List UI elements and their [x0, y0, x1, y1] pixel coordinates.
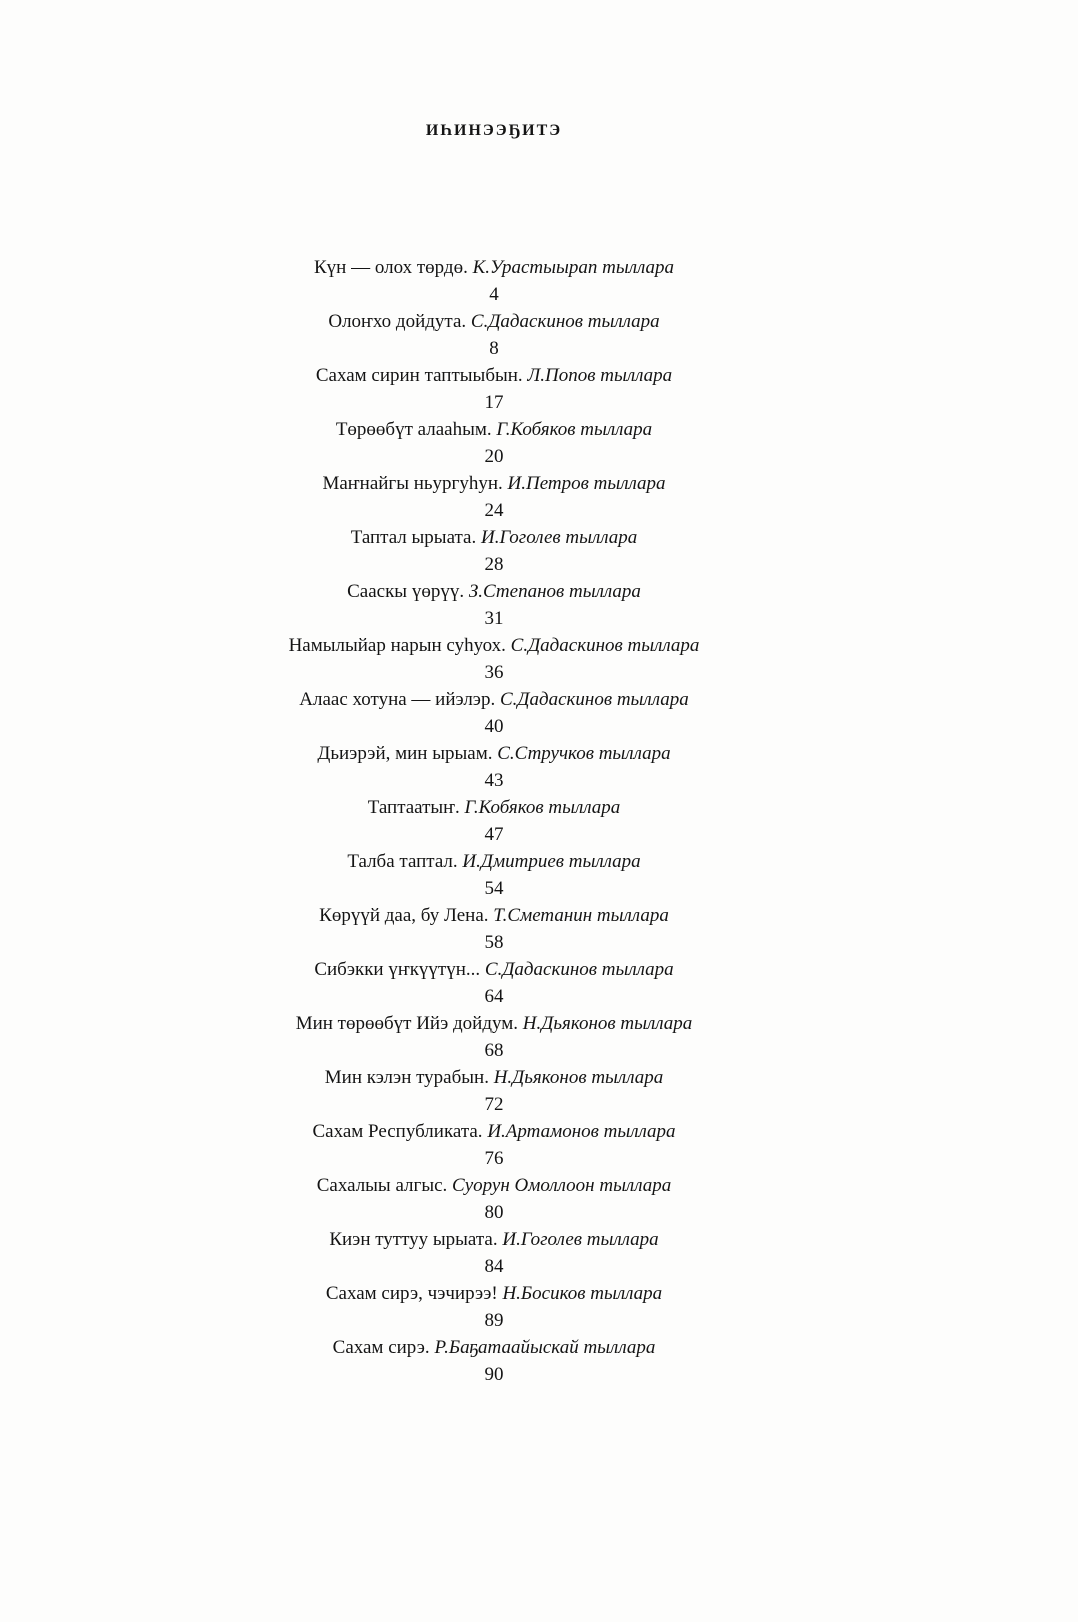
toc-entry-page-number: 40	[484, 716, 504, 737]
toc-entry-author: З.Степанов тыллара	[468, 581, 641, 602]
toc-entry-title: Маҥнайгы ньургуһун.	[322, 473, 503, 494]
toc-entry-author: С.Дадаскинов тыллара	[484, 959, 674, 980]
toc-entry-author: И.Дмитриев тыллара	[462, 851, 641, 872]
toc-entry-heading	[194, 1281, 794, 1307]
toc-entry-title: Сахам Республиката.	[312, 1121, 483, 1142]
toc-entry-author: Н.Дьяконов тыллара	[493, 1067, 664, 1088]
toc-entry-heading	[194, 687, 794, 713]
toc-entry-heading	[194, 957, 794, 983]
toc-entry-heading	[194, 417, 794, 443]
toc-entry-heading	[194, 309, 794, 335]
toc-entry-page-number: 31	[484, 608, 504, 629]
toc-entry	[194, 471, 794, 525]
toc-entry-heading	[194, 741, 794, 767]
toc-entry-title: Киэн туттуу ырыата.	[329, 1229, 498, 1250]
toc-entry	[194, 687, 794, 741]
toc-entry	[194, 1173, 794, 1227]
toc-entry-author: К.Урастыырап тыллара	[472, 257, 674, 278]
toc-entry-author: С.Дадаскинов тыллара	[499, 689, 689, 710]
toc-entry	[194, 849, 794, 903]
toc-entry-author: С.Дадаскинов тыллара	[470, 311, 660, 332]
toc-entry-author: И.Гоголев тыллара	[480, 527, 638, 548]
toc-entry-author: Н.Дьяконов тыллара	[522, 1013, 693, 1034]
toc-entry-title: Таптаатыҥ.	[367, 797, 460, 818]
toc-entry-heading	[194, 255, 794, 281]
toc-entry-page-number: 58	[484, 932, 504, 953]
toc-entry-heading	[194, 1119, 794, 1145]
toc-entry-title: Талба таптал.	[347, 851, 458, 872]
toc-entry-title: Мин төрөөбүт Ийэ дойдум.	[295, 1013, 519, 1034]
toc-entry	[194, 1227, 794, 1281]
toc-entry	[194, 255, 794, 309]
toc-entry-title: Сааскы үөрүү.	[347, 581, 465, 602]
toc-entry-author: Л.Попов тыллара	[527, 365, 673, 386]
toc-entry-title: Таптал ырыата.	[350, 527, 477, 548]
toc-entry-author: Суорун Омоллоон тыллара	[452, 1175, 672, 1196]
toc-entry-title: Алаас хотуна — ийэлэр.	[299, 689, 496, 710]
toc-entry-author: С.Стручков тыллара	[497, 743, 671, 764]
toc-entry-heading	[194, 1173, 794, 1199]
toc-entry-title: Сибэкки үҥкүүтүн...	[314, 959, 481, 980]
toc-entry-title: Төрөөбүт алааһым.	[335, 419, 492, 440]
toc-entry-page-number: 54	[484, 878, 504, 899]
toc-entry	[194, 525, 794, 579]
toc-entry-page-number: 90	[484, 1364, 504, 1385]
toc-entry	[194, 1281, 794, 1335]
toc-entry-author: Р.Баҕатаайыскай тыллара	[434, 1337, 656, 1358]
toc-entry-page-number: 43	[484, 770, 504, 791]
toc-entry-author: Г.Кобяков тыллара	[496, 419, 653, 440]
toc-entry-heading	[194, 363, 794, 389]
toc-entry	[194, 633, 794, 687]
toc-entry-page-number: 72	[484, 1094, 504, 1115]
toc-entry-title: Дьиэрэй, мин ырыам.	[317, 743, 493, 764]
toc-entry-heading	[194, 579, 794, 605]
toc-entry-title: Намылыйар нарын суһуох.	[288, 635, 506, 656]
toc-entry-title: Күн — олох төрдө.	[314, 257, 468, 278]
toc-entry-author: С.Дадаскинов тыллара	[510, 635, 700, 656]
toc-entry-author: И.Петров тыллара	[507, 473, 666, 494]
toc-entry	[194, 309, 794, 363]
toc-entry-page-number: 17	[484, 392, 504, 413]
page-title: ИҺИНЭЭҔИТЭ	[425, 122, 563, 139]
toc-entry-page-number: 64	[484, 986, 504, 1007]
toc-entry-heading	[194, 795, 794, 821]
toc-entry-title: Сахам сирэ.	[332, 1337, 430, 1358]
toc-entry-heading	[194, 525, 794, 551]
toc-entry	[194, 741, 794, 795]
toc-entry-page-number: 28	[484, 554, 504, 575]
toc-entry-author: Т.Сметанин тыллара	[493, 905, 669, 926]
toc-entry	[194, 957, 794, 1011]
toc-entry-title: Мин кэлэн турабын.	[324, 1067, 489, 1088]
toc-entry	[194, 903, 794, 957]
toc-entry	[194, 579, 794, 633]
toc-entry-page-number: 80	[484, 1202, 504, 1223]
toc-entry	[194, 795, 794, 849]
toc-entry-author: Н.Босиков тыллара	[502, 1283, 663, 1304]
toc-entry-page-number: 8	[489, 338, 499, 359]
toc-entry-heading	[194, 1335, 794, 1361]
toc-entry-author: И.Артамонов тыллара	[487, 1121, 676, 1142]
toc-entry-title: Сахам сирин таптыыбын.	[315, 365, 523, 386]
toc-entry-heading	[194, 471, 794, 497]
toc-entry-heading	[194, 1227, 794, 1253]
toc-entry	[194, 1011, 794, 1065]
toc-entry-page-number: 47	[484, 824, 504, 845]
toc-entry-title: Көрүүй даа, бу Лена.	[319, 905, 489, 926]
toc-entry-heading	[194, 849, 794, 875]
table-of-contents	[194, 255, 794, 1389]
toc-entry	[194, 1119, 794, 1173]
toc-entry-heading	[194, 903, 794, 929]
toc-entry-heading	[194, 1065, 794, 1091]
toc-entry-page-number: 68	[484, 1040, 504, 1061]
toc-entry-heading	[194, 633, 794, 659]
toc-entry-title: Сахам сирэ, чэчирээ!	[325, 1283, 498, 1304]
toc-entry	[194, 417, 794, 471]
toc-entry-page-number: 24	[484, 500, 504, 521]
toc-entry-title: Олоҥхо дойдута.	[328, 311, 467, 332]
toc-entry-title: Сахалыы алгыс.	[316, 1175, 448, 1196]
toc-entry-heading	[194, 1011, 794, 1037]
toc-entry	[194, 1065, 794, 1119]
toc-entry-author: Г.Кобяков тыллара	[464, 797, 621, 818]
toc-entry-author: И.Гоголев тыллара	[502, 1229, 659, 1250]
toc-entry-page-number: 89	[484, 1310, 504, 1331]
toc-entry-page-number: 20	[484, 446, 504, 467]
toc-entry-page-number: 76	[484, 1148, 504, 1169]
toc-entry	[194, 1335, 794, 1389]
toc-entry	[194, 363, 794, 417]
toc-entry-page-number: 84	[484, 1256, 504, 1277]
toc-entry-page-number: 36	[484, 662, 504, 683]
toc-entry-page-number: 4	[489, 284, 499, 305]
